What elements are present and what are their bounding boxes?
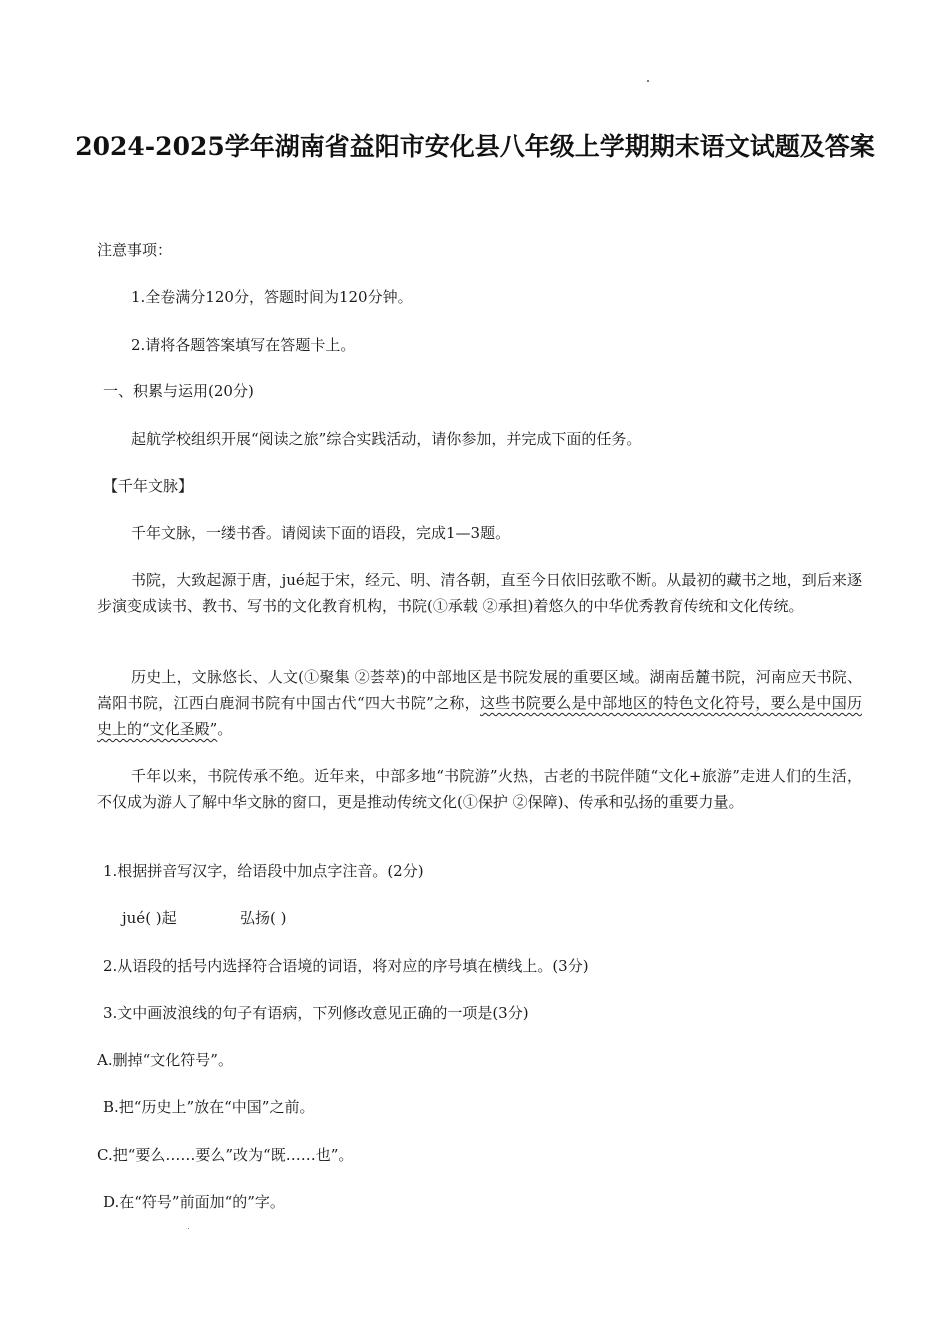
question-1: 1.根据拼音写汉字，给语段中加点字注音。(2分) xyxy=(103,862,424,880)
wavy-underlined-sentence: 这些书院要么是中部地区的特色文化符号，要么是中国历史上的“文化圣殿” xyxy=(97,694,862,738)
passage-paragraph xyxy=(97,567,862,619)
answer-blank: 弘扬( ) xyxy=(240,909,287,927)
activity-intro: 起航学校组织开展“阅读之旅”综合实践活动，请你参加，并完成下面的任务。 xyxy=(131,430,642,448)
paragraph-text: 千年以来，书院传承不绝。近年来，中部多地“书院游”火热，古老的书院伴随“文化+旅游”走进人们的生活，不仅成为游人了解中华文脉的窗口，更是推动传统文化(①保护 ②保障)、传承和弘扬的重要力量。 xyxy=(97,767,862,811)
answer-blank: jué( )起 xyxy=(122,909,177,927)
paragraph-text: 。 xyxy=(217,720,233,738)
page-title: 2024-2025学年湖南省益阳市安化县八年级上学期期末语文试题及答案 xyxy=(75,132,875,161)
question-3: 3.文中画波浪线的句子有语病，下列修改意见正确的一项是(3分) xyxy=(103,1004,529,1022)
section-heading: 一、积累与运用(20分) xyxy=(103,382,254,400)
notice-item: 2.请将各题答案填写在答题卡上。 xyxy=(131,336,356,354)
block-heading: 【千年文脉】 xyxy=(103,477,194,495)
notice-item: 1.全卷满分120分，答题时间为120分钟。 xyxy=(131,288,413,306)
scan-speck xyxy=(647,80,649,82)
option-d: D.在“符号”前面加“的”字。 xyxy=(103,1193,285,1211)
option-b: B.把“历史上”放在“中国”之前。 xyxy=(103,1098,315,1116)
passage-paragraph xyxy=(97,763,862,815)
option-a: A.删掉“文化符号”。 xyxy=(97,1051,233,1069)
block-intro: 千年文脉，一缕书香。请阅读下面的语段，完成1—3题。 xyxy=(131,524,511,542)
paragraph-text: 书院，大致起源于唐，jué起于宋，经元、明、清各朝，直至今日依旧弦歌不断。从最初的藏书之地，到后来逐步演变成读书、教书、写书的文化教育机构，书院(①承载 ②承担)着悠久的中华优秀教育传统和文化传统。 xyxy=(97,571,862,615)
option-c: C.把“要么……要么”改为“既……也”。 xyxy=(97,1146,354,1164)
question-2: 2.从语段的括号内选择符合语境的词语，将对应的序号填在横线上。(3分) xyxy=(103,957,589,975)
scan-speck xyxy=(188,1228,189,1229)
paragraph-text: 历史上，文脉悠长、人文(①聚集 ②荟萃)的中部地区是书院发展的重要区域。湖南岳麓书院，河南应天书院、嵩阳书院，江西白鹿洞书院有中国古代“四大书院”之称， xyxy=(97,668,862,712)
notice-heading: 注意事项： xyxy=(97,241,173,259)
passage-paragraph xyxy=(97,664,862,742)
